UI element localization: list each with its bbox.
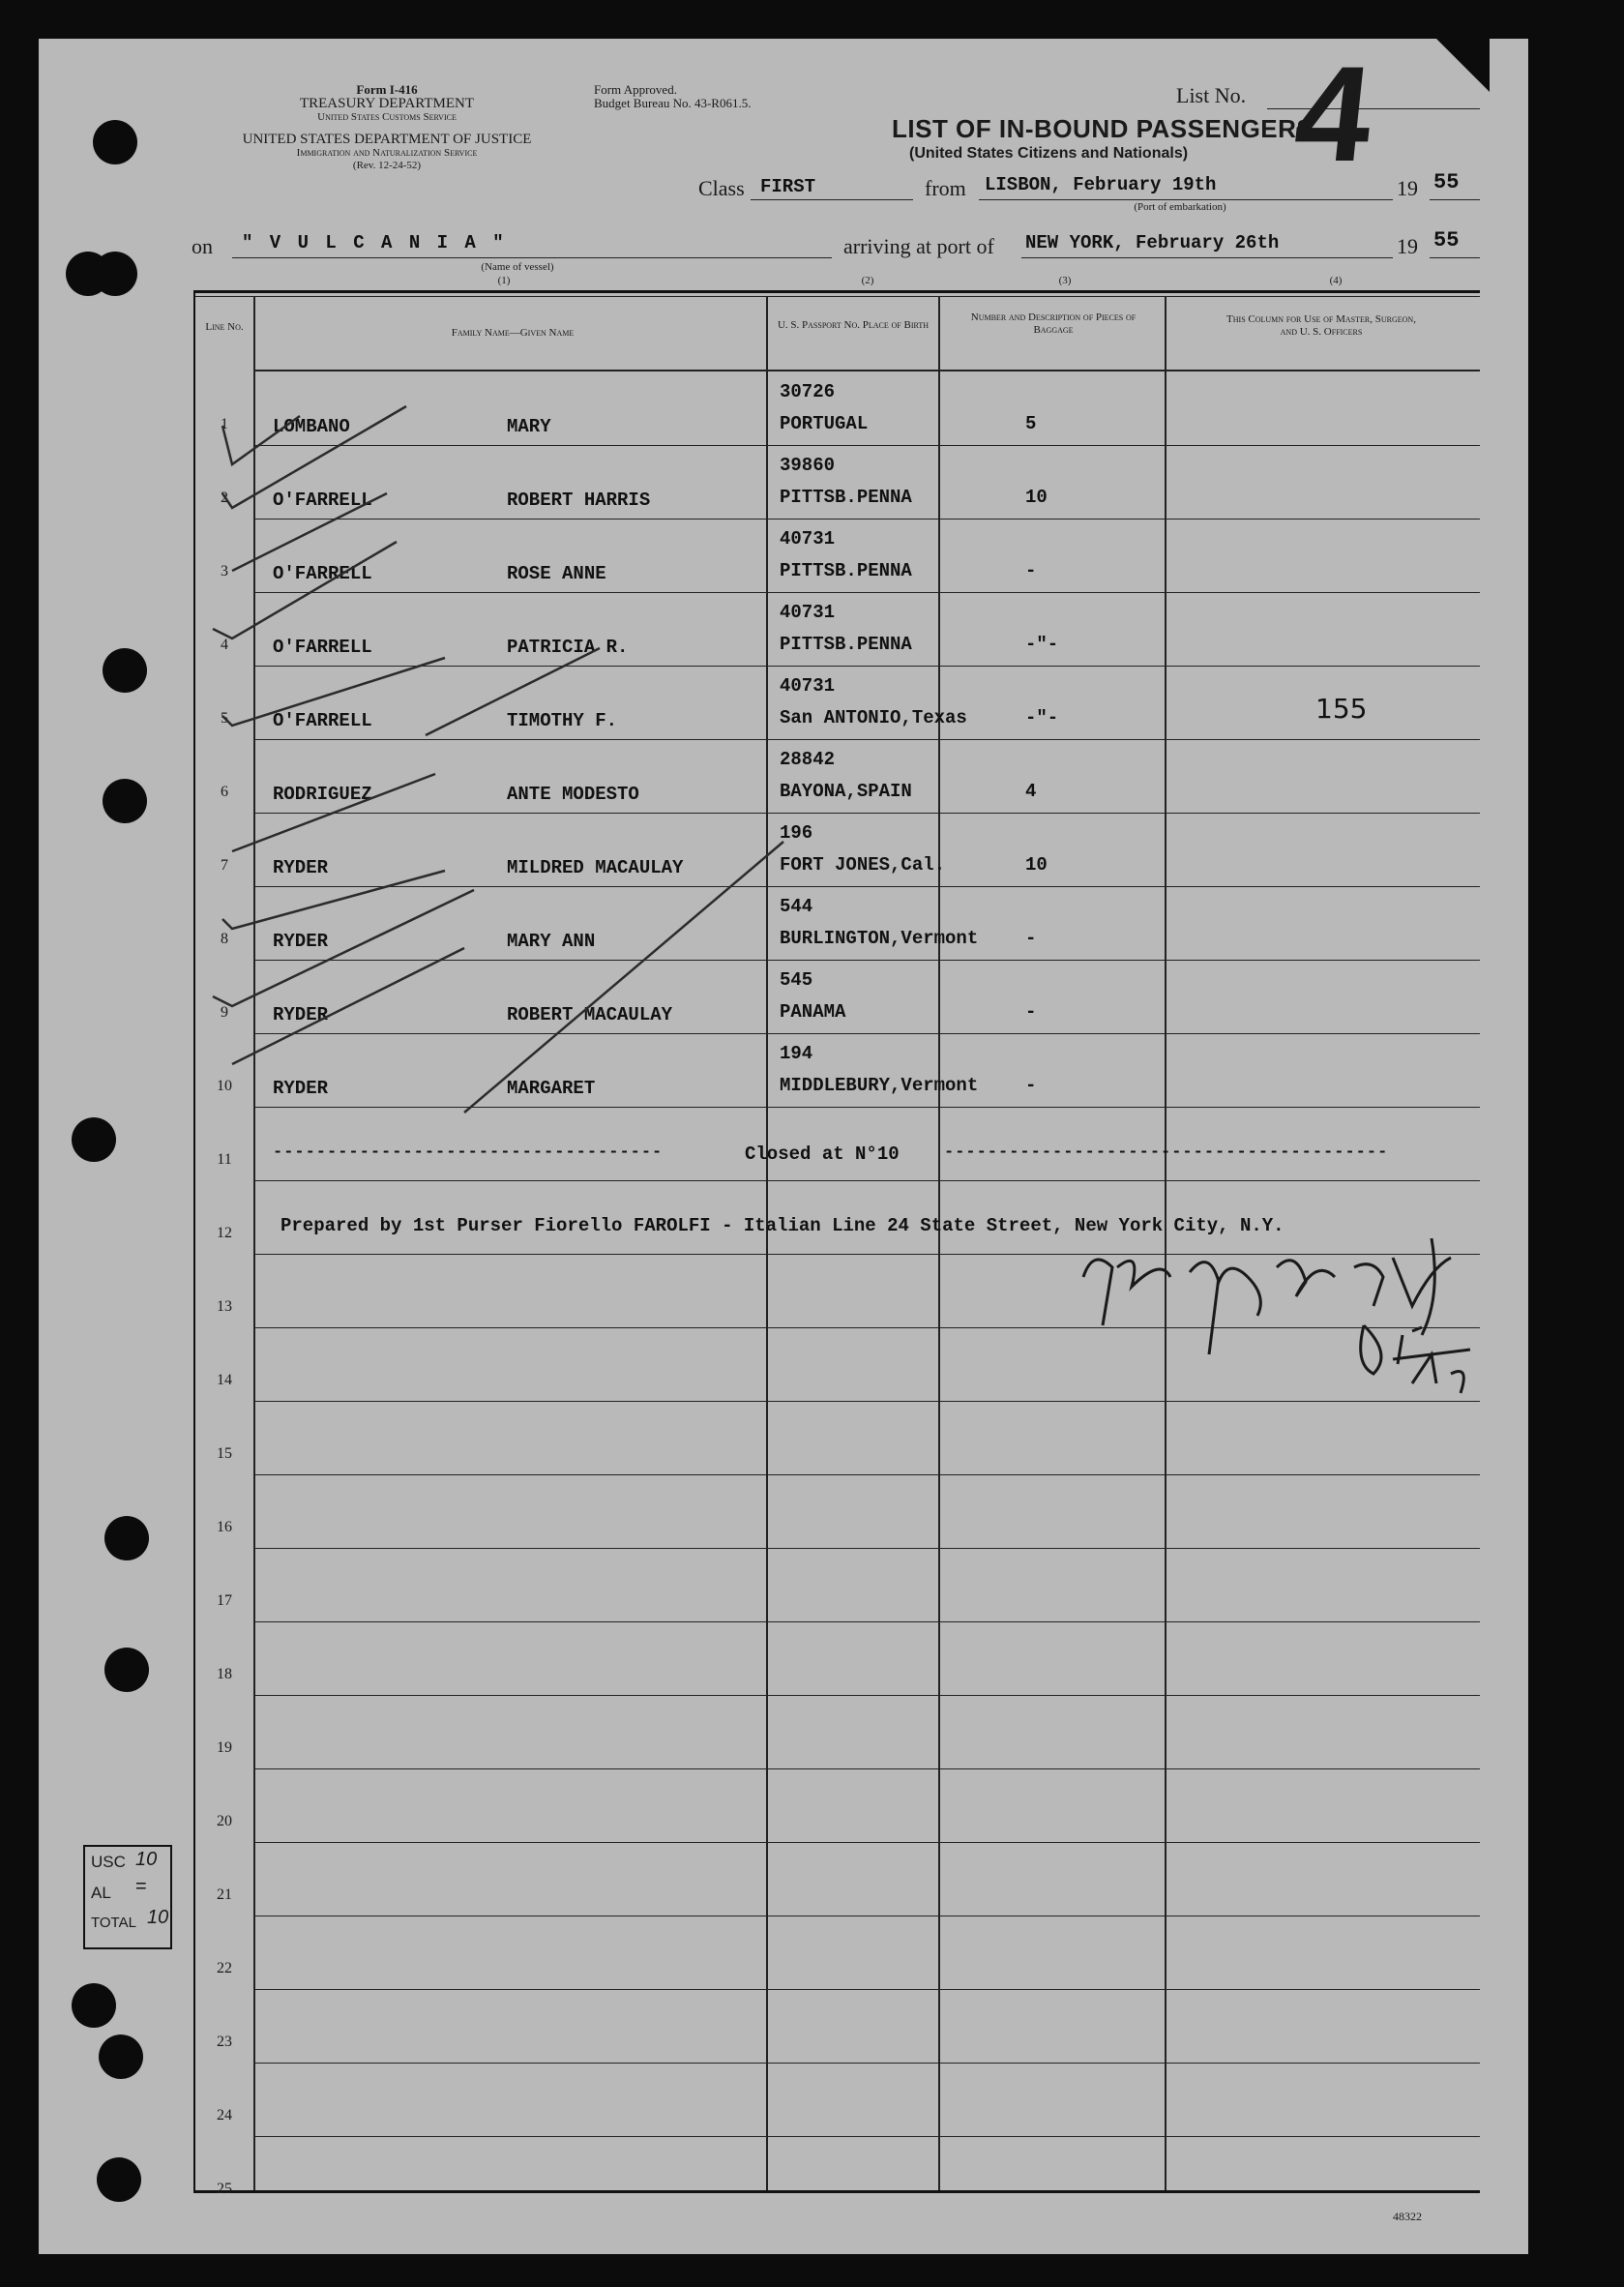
signature-text — [1161, 1258, 1167, 1259]
baggage-count: -"- — [1025, 634, 1059, 655]
class-label: Class — [698, 176, 745, 200]
line-number: 24 — [217, 2107, 232, 2124]
line-number: 20 — [217, 1813, 232, 1829]
year-2: 55 — [1433, 228, 1460, 252]
baggage-count: - — [1025, 1075, 1037, 1096]
revision-date: (Rev. 12-24-52) — [352, 160, 422, 171]
row-rule — [253, 2136, 1480, 2137]
header-officers-use: This Column for Use of Master, Surgeon, and U. S. Officers — [1226, 313, 1416, 338]
column-number-3: (3) — [1058, 275, 1072, 286]
place-of-birth: San ANTONIO,Texas — [780, 707, 967, 728]
place-of-birth: PANAMA — [780, 1001, 846, 1023]
line-number: 9 — [221, 1004, 228, 1021]
punch-hole — [72, 1983, 116, 2028]
pencil-check-marks — [193, 348, 851, 1142]
column-number-2: (2) — [861, 275, 874, 286]
line-number: 18 — [217, 1666, 232, 1682]
from-label: from — [925, 176, 966, 200]
closed-divider-right: ----------------------------------------- — [944, 1144, 1389, 1162]
page-title: LIST OF IN-BOUND PASSENGERS — [892, 114, 1314, 143]
column-number-4: (4) — [1329, 275, 1343, 286]
punch-hole — [104, 1648, 149, 1692]
punch-hole — [103, 779, 147, 823]
row-rule — [253, 1768, 1480, 1769]
baggage-count: 10 — [1025, 854, 1048, 876]
officer-note: 155 — [1315, 693, 1368, 725]
port-embarkation-note: (Port of embarkation) — [1134, 201, 1226, 213]
line-number: 5 — [221, 710, 228, 727]
row-rule — [253, 1989, 1480, 1990]
punch-hole — [93, 120, 137, 164]
column-number-1: (1) — [497, 275, 511, 286]
stamp-usc-label: USC — [91, 1853, 126, 1871]
year-1: 55 — [1433, 170, 1460, 194]
baggage-count: - — [1025, 1001, 1037, 1023]
passenger-given-name: MARY — [507, 416, 551, 437]
year-prefix-2: 19 — [1397, 234, 1418, 258]
form-footer-number: 48322 — [1393, 2210, 1422, 2223]
prepared-by-note: Prepared by 1st Purser Fiorello FAROLFI - Italian Line 24 State Street, New York City, N.Y. — [281, 1215, 1284, 1236]
stamp-al-label: AL — [91, 1884, 111, 1902]
passport-number: 40731 — [780, 528, 836, 549]
port-embarkation: LISBON, February 19th — [985, 174, 1217, 195]
stamp-usc-value: 10 — [135, 1849, 158, 1870]
baggage-count: 4 — [1025, 781, 1037, 802]
line-number: 7 — [221, 857, 228, 874]
line-number: 8 — [221, 931, 228, 947]
line-number: 4 — [221, 637, 228, 653]
passenger-given-name: MILDRED MACAULAY — [507, 857, 684, 878]
line-number: 13 — [217, 1298, 232, 1315]
arriving-label: arriving at port of — [843, 234, 994, 258]
place-of-birth: BAYONA,SPAIN — [780, 781, 912, 802]
baggage-count: 5 — [1025, 413, 1037, 434]
passport-number: 39860 — [780, 455, 836, 476]
list-number-label: List No. — [1176, 83, 1247, 107]
passenger-family-name: O'FARRELL — [273, 490, 372, 511]
torn-corner — [1436, 39, 1490, 92]
punch-hole — [97, 2157, 141, 2202]
row-rule — [253, 1474, 1480, 1475]
budget-bureau: Budget Bureau No. 43-R061.5. — [594, 96, 752, 110]
passport-number: 194 — [780, 1043, 813, 1064]
place-of-birth: PITTSB.PENNA — [780, 487, 912, 508]
list-number: 4 — [1287, 38, 1380, 190]
passport-number: 40731 — [780, 675, 836, 697]
row-rule — [253, 1695, 1480, 1696]
place-of-birth: BURLINGTON,Vermont — [780, 928, 979, 949]
passenger-given-name: MARGARET — [507, 1078, 596, 1099]
passenger-family-name: O'FARRELL — [273, 637, 372, 658]
line-number: 21 — [217, 1886, 232, 1903]
inspector-signature — [1064, 1238, 1509, 1412]
line-number: 11 — [217, 1151, 232, 1168]
passenger-family-name: RYDER — [273, 1004, 329, 1025]
line-number: 16 — [217, 1519, 232, 1535]
port-arrival: NEW YORK, February 26th — [1025, 232, 1280, 253]
passenger-family-name: RODRIGUEZ — [273, 784, 372, 805]
passport-number: 196 — [780, 822, 813, 844]
usc-al-total-stamp — [83, 1845, 172, 1949]
line-number: 19 — [217, 1739, 232, 1756]
year-prefix-1: 19 — [1397, 176, 1418, 200]
place-of-birth: PORTUGAL — [780, 413, 869, 434]
place-of-birth: PITTSB.PENNA — [780, 634, 912, 655]
header-line-number: Line No. — [205, 321, 244, 333]
stamp-al-value: = — [135, 1876, 147, 1897]
passenger-family-name: RYDER — [273, 857, 329, 878]
row-rule — [253, 1180, 1480, 1181]
passenger-family-name: RYDER — [273, 1078, 329, 1099]
baggage-count: - — [1025, 560, 1037, 581]
punch-hole — [99, 2035, 143, 2079]
stamp-total-label: TOTAL — [91, 1915, 136, 1931]
passenger-given-name: TIMOTHY F. — [507, 710, 618, 731]
line-number: 17 — [217, 1592, 232, 1609]
passenger-family-name: O'FARRELL — [273, 563, 372, 584]
page-subtitle: (United States Citizens and Nationals) — [909, 145, 1189, 162]
vessel-name-note: (Name of vessel) — [481, 261, 554, 273]
closed-note: Closed at N°10 — [745, 1144, 900, 1165]
punch-hole — [72, 1117, 116, 1162]
place-of-birth: FORT JONES,Cal. — [780, 854, 946, 876]
closed-divider-left: ------------------------------------ — [273, 1144, 664, 1162]
line-number: 6 — [221, 784, 228, 800]
line-number: 15 — [217, 1445, 232, 1462]
on-label: on — [192, 234, 213, 258]
department-justice-sub: Immigration and Naturalization Service — [296, 147, 478, 159]
passenger-given-name: ANTE MODESTO — [507, 784, 639, 805]
line-number: 12 — [217, 1225, 232, 1241]
place-of-birth: PITTSB.PENNA — [780, 560, 912, 581]
passenger-family-name: RYDER — [273, 931, 329, 952]
stamp-total-value: 10 — [147, 1907, 169, 1928]
line-number: 14 — [217, 1372, 232, 1388]
header-baggage: Number and Description of Pieces of Baggage — [970, 312, 1137, 336]
department-justice: UNITED STATES DEPARTMENT OF JUSTICE — [242, 132, 532, 147]
row-rule — [253, 1842, 1480, 1843]
department-treasury-sub: United States Customs Service — [317, 111, 457, 123]
passenger-given-name: ROBERT MACAULAY — [507, 1004, 673, 1025]
passenger-given-name: PATRICIA R. — [507, 637, 629, 658]
passenger-family-name: O'FARRELL — [273, 710, 372, 731]
line-number: 2 — [221, 490, 228, 506]
vessel-name: " V U L C A N I A " — [242, 232, 507, 253]
row-rule — [253, 1548, 1480, 1549]
place-of-birth: MIDDLEBURY,Vermont — [780, 1075, 979, 1096]
form-approved: Form Approved. — [594, 82, 677, 97]
row-rule — [253, 1621, 1480, 1622]
passenger-given-name: ROBERT HARRIS — [507, 490, 651, 511]
passport-number: 545 — [780, 969, 813, 991]
department-treasury: TREASURY DEPARTMENT — [299, 96, 475, 111]
punch-hole — [93, 252, 137, 296]
line-number: 25 — [217, 2181, 232, 2197]
passport-number: 30726 — [780, 381, 836, 402]
punch-hole — [103, 648, 147, 693]
header-passport-birthplace: U. S. Passport No. Place of Birth — [777, 319, 930, 331]
class-value: FIRST — [760, 176, 816, 197]
baggage-count: -"- — [1025, 707, 1059, 728]
line-number: 23 — [217, 2034, 232, 2050]
punch-hole — [104, 1516, 149, 1560]
passport-number: 544 — [780, 896, 813, 917]
row-rule — [253, 2063, 1480, 2064]
header-family-given-name: Family Name—Given Name — [451, 327, 575, 339]
line-number: 3 — [221, 563, 228, 579]
line-number: 22 — [217, 1960, 232, 1976]
passenger-given-name: MARY ANN — [507, 931, 596, 952]
line-number: 1 — [221, 416, 228, 432]
form-number: Form I-416 — [356, 82, 418, 97]
baggage-count: 10 — [1025, 487, 1048, 508]
line-number: 10 — [217, 1078, 232, 1094]
passenger-given-name: ROSE ANNE — [507, 563, 606, 584]
passport-number: 40731 — [780, 602, 836, 623]
passenger-family-name: LOMBANO — [273, 416, 350, 437]
passport-number: 28842 — [780, 749, 836, 770]
baggage-count: - — [1025, 928, 1037, 949]
